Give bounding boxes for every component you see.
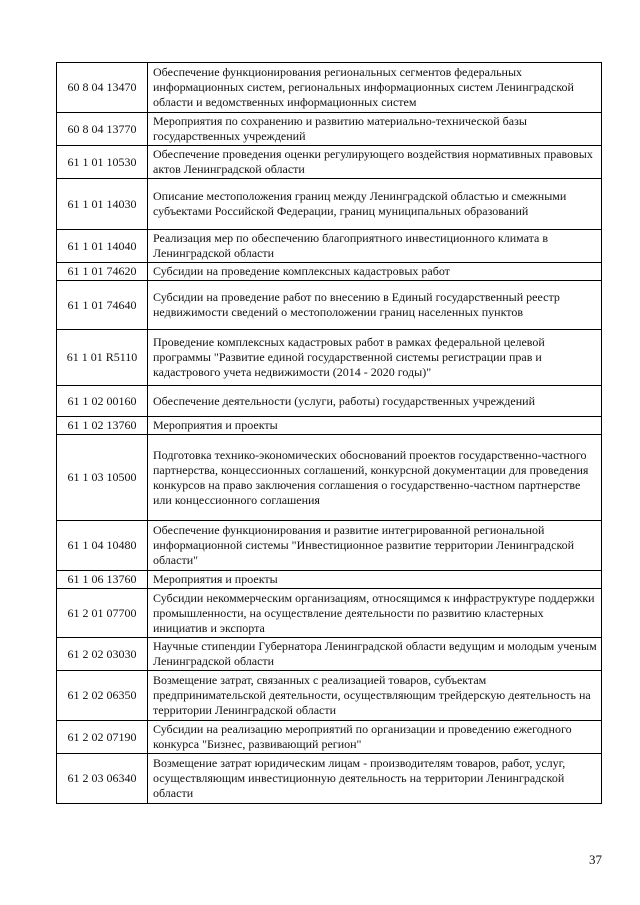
table-row: [57, 435, 602, 521]
table-row: [57, 230, 602, 263]
target-code-cell: 61 2 02 03030: [57, 638, 148, 671]
target-code-cell: 61 1 01 74640: [57, 281, 148, 330]
target-code-cell: 61 2 01 07700: [57, 589, 148, 638]
table-row: [57, 386, 602, 417]
target-code-cell: 61 1 02 00160: [57, 386, 148, 417]
table-row: [57, 638, 602, 671]
target-code-cell: 61 1 01 74620: [57, 263, 148, 281]
description-cell: Реализация мер по обеспечению благоприятного инвестиционного климата в Ленинградской области: [148, 230, 602, 263]
description-cell: Возмещение затрат, связанных с реализацией товаров, субъектам предпринимательской деятельности, осуществляющим трейдерскую деятельность на территории Ленинградской области: [148, 671, 602, 721]
table-row: [57, 589, 602, 638]
target-code-cell: 61 1 03 10500: [57, 435, 148, 521]
description-cell: Мероприятия и проекты: [148, 571, 602, 589]
target-code-cell: 60 8 04 13470: [57, 63, 148, 113]
target-code-cell: 61 1 01 R5110: [57, 330, 148, 386]
target-code-cell: 61 2 03 06340: [57, 754, 148, 804]
description-cell: Обеспечение функционирования и развитие интегрированной региональной информационной системы "Инвестиционное развитие территории Ленинградской области": [148, 521, 602, 571]
target-code-cell: 61 2 02 07190: [57, 721, 148, 754]
table-row: [57, 521, 602, 571]
table-row: [57, 146, 602, 179]
target-code-cell: 60 8 04 13770: [57, 113, 148, 146]
table-row: [57, 571, 602, 589]
table-row: [57, 754, 602, 804]
target-code-cell: 61 1 04 10480: [57, 521, 148, 571]
table-row: [57, 263, 602, 281]
target-code-cell: 61 1 01 14040: [57, 230, 148, 263]
target-code-cell: 61 1 02 13760: [57, 417, 148, 435]
description-cell: Научные стипендии Губернатора Ленинградской области ведущим и молодым ученым Ленинградской области: [148, 638, 602, 671]
description-cell: Субсидии на проведение комплексных кадастровых работ: [148, 263, 602, 281]
target-code-cell: 61 1 01 14030: [57, 179, 148, 230]
description-cell: Описание местоположения границ между Ленинградской областью и смежными субъектами Российской Федерации, границ муниципальных образований: [148, 179, 602, 230]
target-code-cell: 61 2 02 06350: [57, 671, 148, 721]
description-cell: Обеспечение деятельности (услуги, работы) государственных учреждений: [148, 386, 602, 417]
budget-classification-table: [56, 62, 602, 804]
description-cell: Подготовка технико-экономических обоснований проектов государственно-частного партнерства, концессионных соглашений, конкурсной документации для проведения конкурсов на право заключения соглашения о государственно-частном партнерстве или концессионного соглашения: [148, 435, 602, 521]
table-row: [57, 179, 602, 230]
table-row: [57, 113, 602, 146]
description-cell: Мероприятия по сохранению и развитию материально-технической базы государственных учреждений: [148, 113, 602, 146]
table-row: [57, 721, 602, 754]
table-row: [57, 417, 602, 435]
description-cell: Возмещение затрат юридическим лицам - производителям товаров, работ, услуг, осуществляющим инвестиционную деятельность на территории Ленинградской области: [148, 754, 602, 804]
description-cell: Мероприятия и проекты: [148, 417, 602, 435]
table-row: [57, 63, 602, 113]
description-cell: Субсидии на проведение работ по внесению в Единый государственный реестр недвижимости сведений о местоположении границ населенных пунктов: [148, 281, 602, 330]
description-cell: Субсидии на реализацию мероприятий по организации и проведению ежегодного конкурса "Бизнес, развивающий регион": [148, 721, 602, 754]
table-row: [57, 330, 602, 386]
table-row: [57, 671, 602, 721]
description-cell: Субсидии некоммерческим организациям, относящимся к инфраструктуре поддержки промышленности, на осуществление деятельности по развитию кластерных инициатив и экспорта: [148, 589, 602, 638]
description-cell: Проведение комплексных кадастровых работ в рамках федеральной целевой программы "Развитие единой государственной системы регистрации прав и кадастрового учета недвижимости (2014 - 2020 годы)": [148, 330, 602, 386]
table-row: [57, 281, 602, 330]
target-code-cell: 61 1 06 13760: [57, 571, 148, 589]
description-cell: Обеспечение проведения оценки регулирующего воздействия нормативных правовых актов Ленинградской области: [148, 146, 602, 179]
table-body: [57, 63, 602, 804]
description-cell: Обеспечение функционирования региональных сегментов федеральных информационных систем, региональных информационных систем Ленинградской области и ведомственных информационных систем: [148, 63, 602, 113]
page-number: 37: [589, 852, 602, 867]
target-code-cell: 61 1 01 10530: [57, 146, 148, 179]
